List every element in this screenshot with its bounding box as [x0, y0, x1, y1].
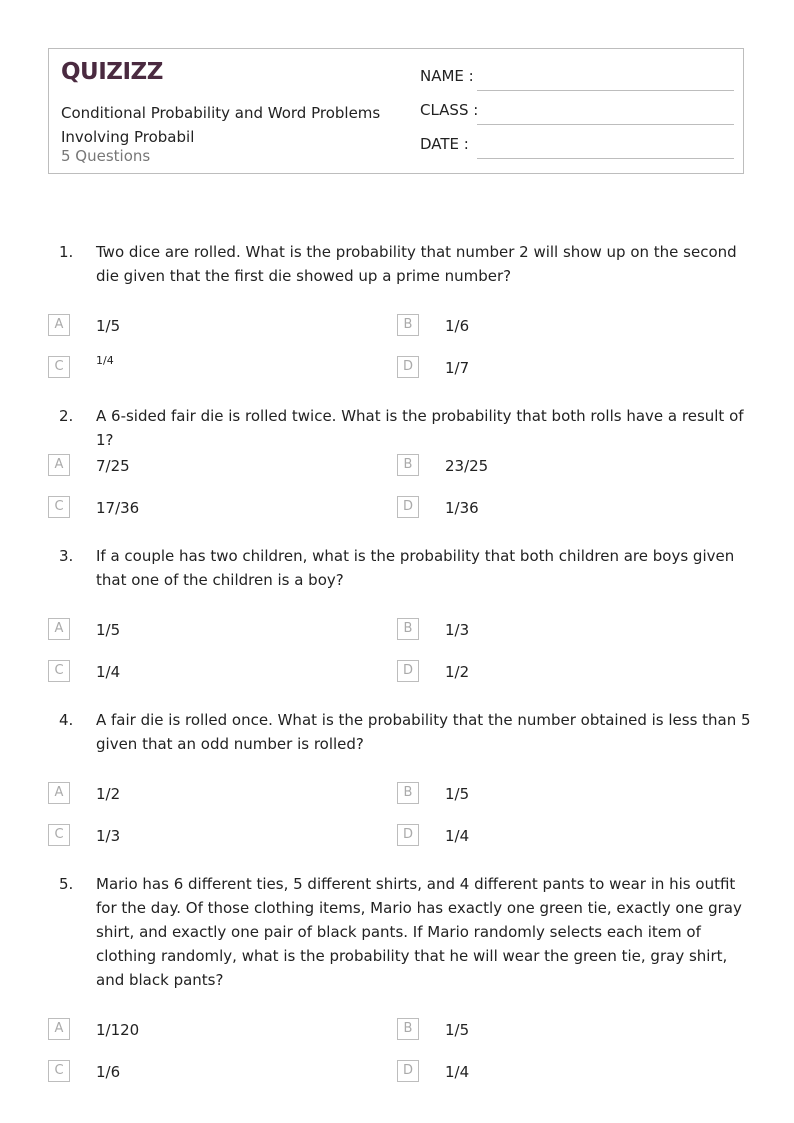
option-text: 1/5	[96, 317, 121, 335]
question-number: 1.	[59, 243, 74, 261]
question-number: 4.	[59, 711, 74, 729]
class-label: CLASS :	[420, 101, 479, 119]
option-text: 1/5	[445, 1021, 470, 1039]
option-text: 17/36	[96, 499, 140, 517]
question-count: 5 Questions	[61, 147, 151, 165]
option-letter-box: B	[397, 314, 419, 336]
question-number: 5.	[59, 875, 74, 893]
date-line[interactable]	[477, 158, 734, 159]
option-letter-box: C	[48, 1060, 70, 1082]
option-text: 1/6	[96, 1063, 121, 1081]
option-letter-box: A	[48, 314, 70, 336]
option-letter-box: B	[397, 782, 419, 804]
option-text: 1/7	[445, 359, 470, 377]
option-letter-box: D	[397, 824, 419, 846]
option-letter-box: A	[48, 454, 70, 476]
option-text: 1/4	[96, 663, 121, 681]
question-text: Two dice are rolled. What is the probability that number 2 will show up on the second die given that the first die showed up a prime number?	[96, 243, 737, 285]
option-letter-box: A	[48, 1018, 70, 1040]
option-letter-box: C	[48, 356, 70, 378]
option-letter-box: A	[48, 618, 70, 640]
option-letter-box: C	[48, 660, 70, 682]
option-text: 1/3	[96, 827, 121, 845]
class-line[interactable]	[477, 124, 734, 125]
option-text: 1/4	[96, 354, 114, 367]
question-number: 3.	[59, 547, 74, 565]
quizizz-logo: QUIZIZZ	[61, 59, 163, 85]
question-text: Mario has 6 different ties, 5 different shirts, and 4 different pants to wear in his outfit for the day. Of those clothing items, Mario has exactly one green tie, exactly one gray shirt, and exactly one pair of black pants. If Mario randomly selects each item of clothing randomly, what is the probability that he will wear the green tie, gray shirt, and black pants?	[96, 875, 742, 989]
name-label: NAME :	[420, 67, 474, 85]
option-text: 1/4	[445, 827, 470, 845]
option-text: 1/2	[445, 663, 470, 681]
option-text: 1/2	[96, 785, 121, 803]
option-text: 1/5	[445, 785, 470, 803]
option-text: 1/5	[96, 621, 121, 639]
question-text: A fair die is rolled once. What is the probability that the number obtained is less than 5 given that an odd number is rolled?	[96, 711, 751, 753]
class-field[interactable]	[420, 101, 734, 125]
worksheet-header	[48, 48, 744, 174]
worksheet-title: Conditional Probability and Word Problems Involving Probabil	[61, 104, 381, 146]
question-number: 2.	[59, 407, 74, 425]
option-text: 23/25	[445, 457, 489, 475]
option-text: 1/6	[445, 317, 470, 335]
option-text: 1/36	[445, 499, 479, 517]
option-letter-box: C	[48, 824, 70, 846]
option-letter-box: D	[397, 356, 419, 378]
option-text: 1/120	[96, 1021, 140, 1039]
option-letter-box: B	[397, 618, 419, 640]
option-text: 1/4	[445, 1063, 470, 1081]
date-field[interactable]	[420, 135, 734, 159]
option-letter-box: A	[48, 782, 70, 804]
question-text: If a couple has two children, what is the probability that both children are boys given that one of the children is a boy?	[96, 547, 735, 589]
option-text: 1/3	[445, 621, 470, 639]
option-text: 7/25	[96, 457, 130, 475]
option-letter-box: B	[397, 1018, 419, 1040]
name-line[interactable]	[477, 90, 734, 91]
option-letter-box: C	[48, 496, 70, 518]
question-text: A 6-sided fair die is rolled twice. What is the probability that both rolls have a result of 1?	[96, 407, 744, 449]
date-label: DATE :	[420, 135, 469, 153]
option-letter-box: B	[397, 454, 419, 476]
name-field[interactable]	[420, 67, 734, 91]
option-letter-box: D	[397, 496, 419, 518]
option-letter-box: D	[397, 660, 419, 682]
option-letter-box: D	[397, 1060, 419, 1082]
